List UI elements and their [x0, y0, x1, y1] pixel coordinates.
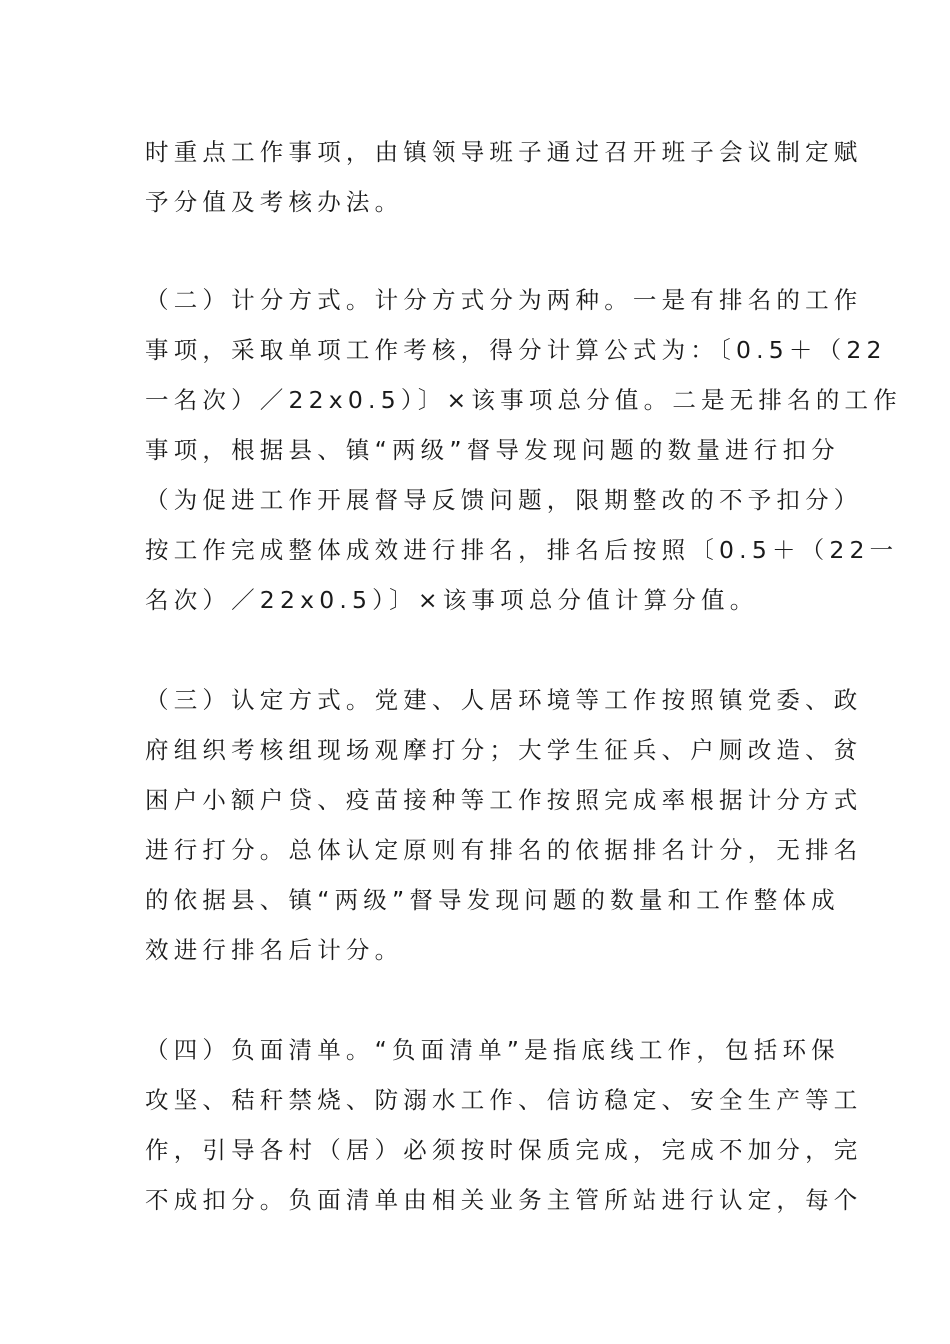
- paragraph-continuation: [145, 127, 863, 227]
- text-line: 作，引导各村（居）必须按时保质完成，完成不加分，完: [145, 1136, 863, 1164]
- text-line: （为促进工作开展督导反馈问题，限期整改的不予扣分）: [145, 486, 863, 514]
- text-line: 名次）／22x0.5）〕×该事项总分值计算分值。: [145, 586, 759, 614]
- text-line: 困户小额户贷、疫苗接种等工作按照完成率根据计分方式: [145, 786, 863, 814]
- text-line: 事项，采取单项工作考核，得分计算公式为：〔0.5＋（22: [145, 336, 887, 364]
- text-line: （二）计分方式。计分方式分为两种。一是有排名的工作: [145, 286, 863, 314]
- text-line: 按工作完成整体成效进行排名，排名后按照〔0.5＋（22一: [145, 536, 899, 564]
- text-line: 事项，根据县、镇“两级”督导发现问题的数量进行扣分: [145, 436, 840, 464]
- text-line: 效进行排名后计分。: [145, 936, 404, 964]
- text-line: 的依据县、镇“两级”督导发现问题的数量和工作整体成: [145, 886, 840, 914]
- text-line: 不成扣分。负面清单由相关业务主管所站进行认定，每个: [145, 1186, 863, 1214]
- text-line: 时重点工作事项，由镇领导班子通过召开班子会议制定赋: [145, 138, 863, 166]
- paragraph-scoring-method: [145, 275, 902, 625]
- text-line: （四）负面清单。“负面清单”是指底线工作，包括环保: [145, 1036, 840, 1064]
- text-line: 予分值及考核办法。: [145, 188, 404, 216]
- text-line: 攻坚、秸秆禁烧、防溺水工作、信访稳定、安全生产等工: [145, 1086, 863, 1114]
- paragraph-recognition-method: [145, 675, 863, 975]
- paragraph-negative-list: [145, 1025, 863, 1225]
- text-line: 一名次）／22x0.5）〕×该事项总分值。二是无排名的工作: [145, 386, 902, 414]
- text-line: 府组织考核组现场观摩打分；大学生征兵、户厕改造、贫: [145, 736, 863, 764]
- text-line: 进行打分。总体认定原则有排名的依据排名计分，无排名: [145, 836, 863, 864]
- text-line: （三）认定方式。党建、人居环境等工作按照镇党委、政: [145, 686, 863, 714]
